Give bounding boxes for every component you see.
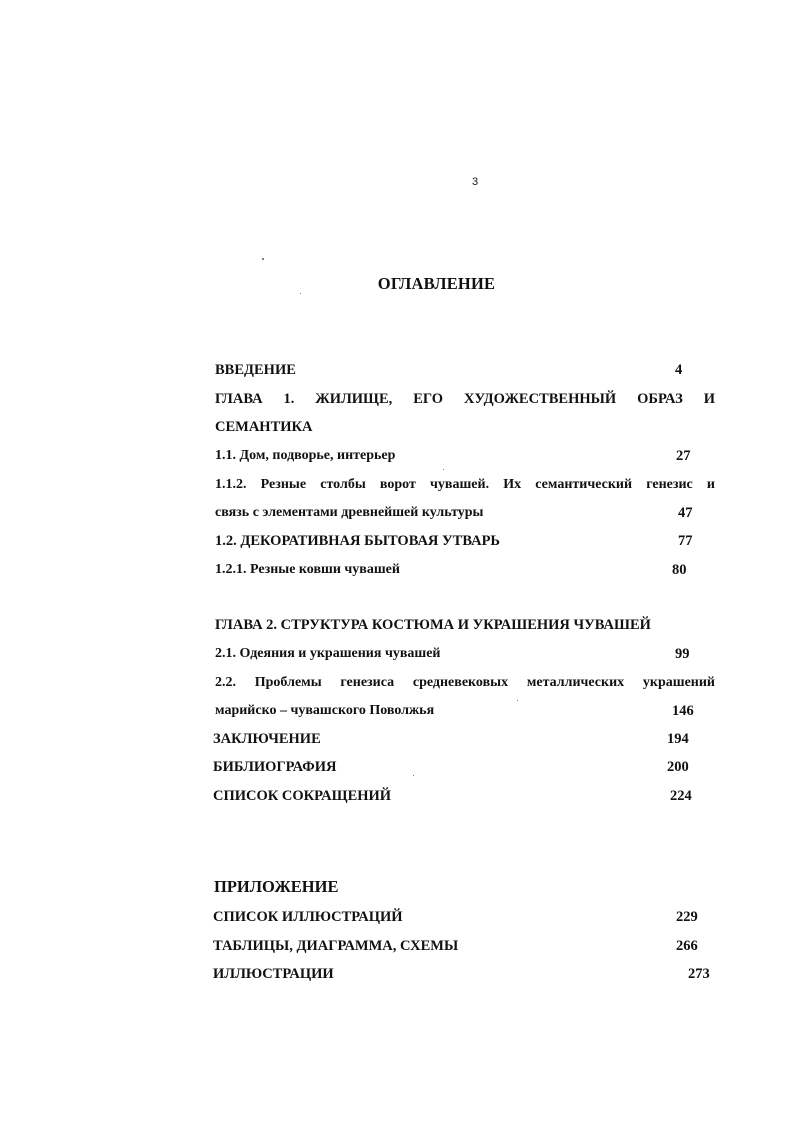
toc-entry-1-2-label: 1.2. ДЕКОРАТИВНАЯ БЫТОВАЯ УТВАРЬ — [215, 533, 501, 549]
scan-speck — [517, 700, 518, 701]
appendix-entry-illustrations-label: ИЛЛЮСТРАЦИИ — [213, 966, 334, 982]
toc-entry-chapter1-line2: СЕМАНТИКА — [215, 419, 313, 435]
toc-entry-1-2-1-label: 1.2.1. Резные ковши чувашей — [215, 562, 400, 577]
toc-entry-intro-page: 4 — [675, 362, 683, 378]
appendix-entry-illustrations-page: 273 — [688, 966, 710, 982]
toc-entry-1-2-1-page: 80 — [672, 562, 687, 578]
toc-entry-chapter2: ГЛАВА 2. СТРУКТУРА КОСТЮМА И УКРАШЕНИЯ ЧУВАШЕЙ — [215, 617, 651, 633]
scan-speck — [443, 469, 444, 470]
scan-speck — [300, 293, 301, 294]
toc-entry-2-2-page: 146 — [672, 703, 694, 719]
scan-speck — [262, 258, 264, 260]
toc-entry-2-1-label: 2.1. Одеяния и украшения чувашей — [215, 646, 441, 661]
toc-entry-abbreviations-label: СПИСОК СОКРАЩЕНИЙ — [213, 788, 392, 804]
toc-entry-conclusion-label: ЗАКЛЮЧЕНИЕ — [213, 731, 321, 747]
toc-title: ОГЛАВЛЕНИЕ — [377, 274, 496, 293]
toc-entry-2-1-page: 99 — [675, 646, 690, 662]
toc-entry-1-2-page: 77 — [678, 533, 693, 549]
toc-entry-1-1-2-line1: 1.1.2. Резные столбы ворот чувашей. Их семантический генезис и — [215, 477, 715, 492]
toc-entry-bibliography-page: 200 — [667, 759, 689, 775]
toc-entry-intro-label: ВВЕДЕНИЕ — [215, 362, 296, 378]
appendix-entry-tables-label: ТАБЛИЦЫ, ДИАГРАММА, СХЕМЫ — [213, 938, 459, 954]
toc-entry-abbreviations-page: 224 — [670, 788, 692, 804]
scan-speck — [413, 775, 414, 776]
toc-entry-1-1-2-line2-label: связь с элементами древнейшей культуры — [215, 505, 484, 520]
toc-entry-chapter1-line1: ГЛАВА 1. ЖИЛИЩЕ, ЕГО ХУДОЖЕСТВЕННЫЙ ОБРАЗ И — [215, 391, 715, 407]
appendix-entry-tables-page: 266 — [676, 938, 698, 954]
toc-entry-2-2-line1: 2.2. Проблемы генезиса средневековых металлических украшений — [215, 675, 715, 690]
toc-entry-2-2-line2-label: марийско – чувашского Поволжья — [215, 703, 435, 718]
toc-entry-conclusion-page: 194 — [667, 731, 689, 747]
toc-entry-bibliography-label: БИБЛИОГРАФИЯ — [213, 759, 337, 775]
appendix-heading: ПРИЛОЖЕНИЕ — [214, 877, 339, 896]
page-number: 3 — [472, 176, 479, 188]
appendix-entry-illustrations-list-page: 229 — [676, 909, 698, 925]
toc-entry-1-1-2-page: 47 — [678, 505, 693, 521]
toc-entry-1-1-page: 27 — [676, 448, 691, 464]
appendix-entry-illustrations-list-label: СПИСОК ИЛЛЮСТРАЦИЙ — [213, 909, 403, 925]
toc-entry-1-1-label: 1.1. Дом, подворье, интерьер — [215, 448, 396, 463]
